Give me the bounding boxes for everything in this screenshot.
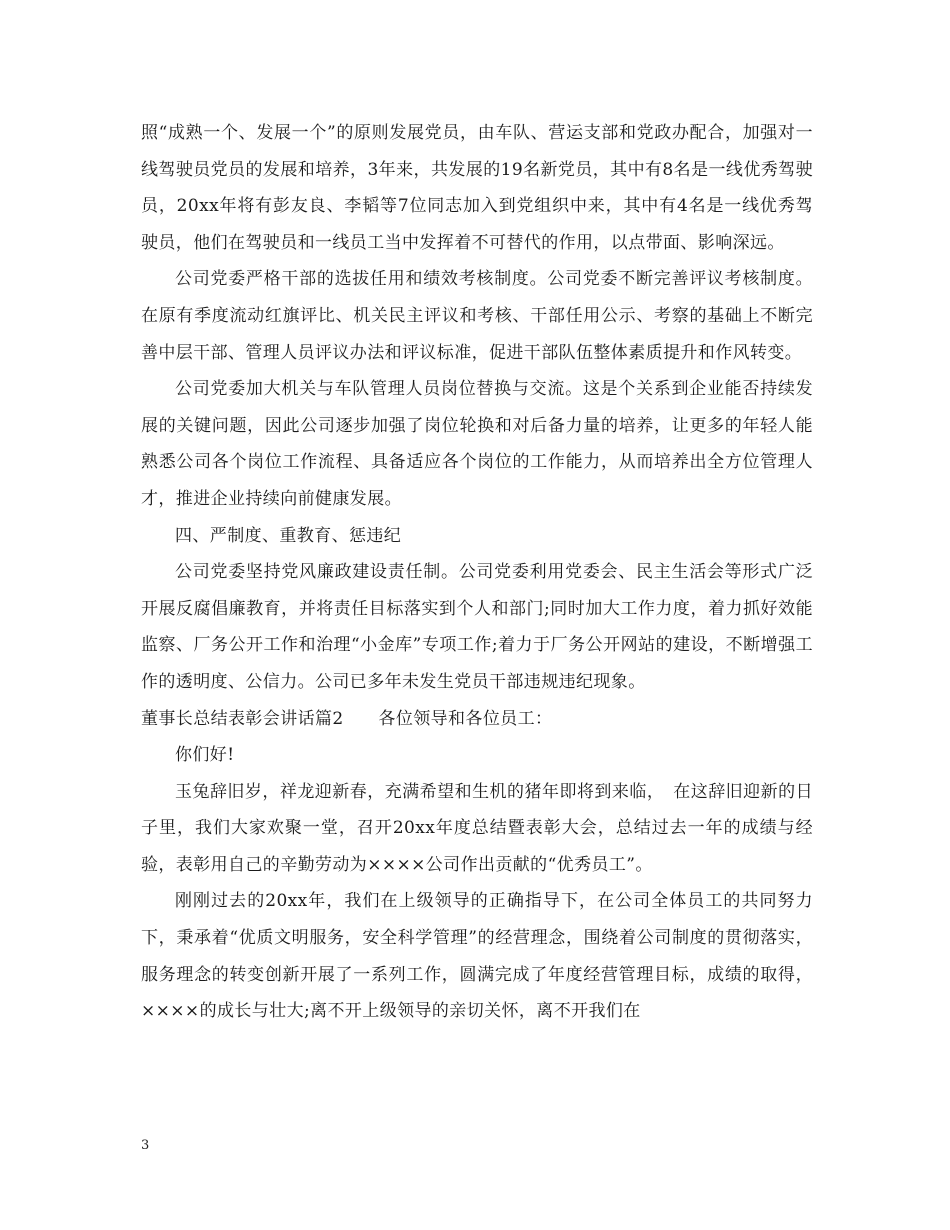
document-body bbox=[141, 115, 813, 1030]
speech-title-line: 董事长总结表彰会讲话篇2 各位领导和各位员工： bbox=[141, 708, 553, 729]
page-number: 3 bbox=[141, 1138, 150, 1153]
paragraph-1: 照“成熟一个、发展一个”的原则发展党员，由车队、营运支部和党政办配合，加强对一线驾驶员党员的发展和培养，3年来，共发展的19名新党员，其中有8名是一线优秀驾驶员，20xx年将有彭友良、李韬等7位同志加入到党组织中来，其中有4名是一线优秀驾驶员，他们在驾驶员和一线员工当中发挥着不可替代的作用，以点带面、影响深远。 bbox=[141, 123, 813, 253]
paragraph-5: 公司党委坚持党风廉政建设责任制。公司党委利用党委会、民主生活会等形式广泛开展反腐倡廉教育，并将责任目标落实到个人和部门;同时加大工作力度，着力抓好效能监察、厂务公开工作和治理“小金库”专项工作;着力于厂务公开网站的建设，不断增强工作的透明度、公信力。公司已多年未发生党员干部违规违纪现象。 bbox=[141, 562, 813, 692]
paragraph-3: 公司党委加大机关与车队管理人员岗位替换与交流。这是个关系到企业能否持续发展的关键问题，因此公司逐步加强了岗位轮换和对后备力量的培养，让更多的年轻人能熟悉公司各个岗位工作流程、具备适应各个岗位的工作能力，从而培养出全方位管理人才，推进企业持续向前健康发展。 bbox=[141, 379, 813, 509]
paragraph-2: 公司党委严格干部的选拔任用和绩效考核制度。公司党委不断完善评议考核制度。在原有季度流动红旗评比、机关民主评议和考核、干部任用公示、考察的基础上不断完善中层干部、管理人员评议办法和评议标准，促进干部队伍整体素质提升和作风转变。 bbox=[141, 269, 813, 363]
greeting: 你们好! bbox=[175, 745, 235, 766]
paragraph-9: 刚刚过去的20xx年，我们在上级领导的正确指导下，在公司全体员工的共同努力下，秉承着“优质文明服务，安全科学管理”的经营理念，围绕着公司制度的贯彻落实，服务理念的转变创新开展了一系列工作，圆满完成了年度经营管理目标，成绩的取得，××××的成长与壮大;离不开上级领导的亲切关怀，离不开我们在 bbox=[141, 891, 813, 1022]
section-heading-4: 四、严制度、重教育、惩违纪 bbox=[175, 525, 402, 546]
paragraph-8: 玉兔辞旧岁，祥龙迎新春，充满希望和生机的猪年即将到来临， 在这辞旧迎新的日子里，我们大家欢聚一堂，召开20xx年度总结暨表彰大会，总结过去一年的成绩与经验，表彰用自己的辛勤劳动为××××公司作出贡献的“优秀员工”。 bbox=[141, 781, 813, 875]
